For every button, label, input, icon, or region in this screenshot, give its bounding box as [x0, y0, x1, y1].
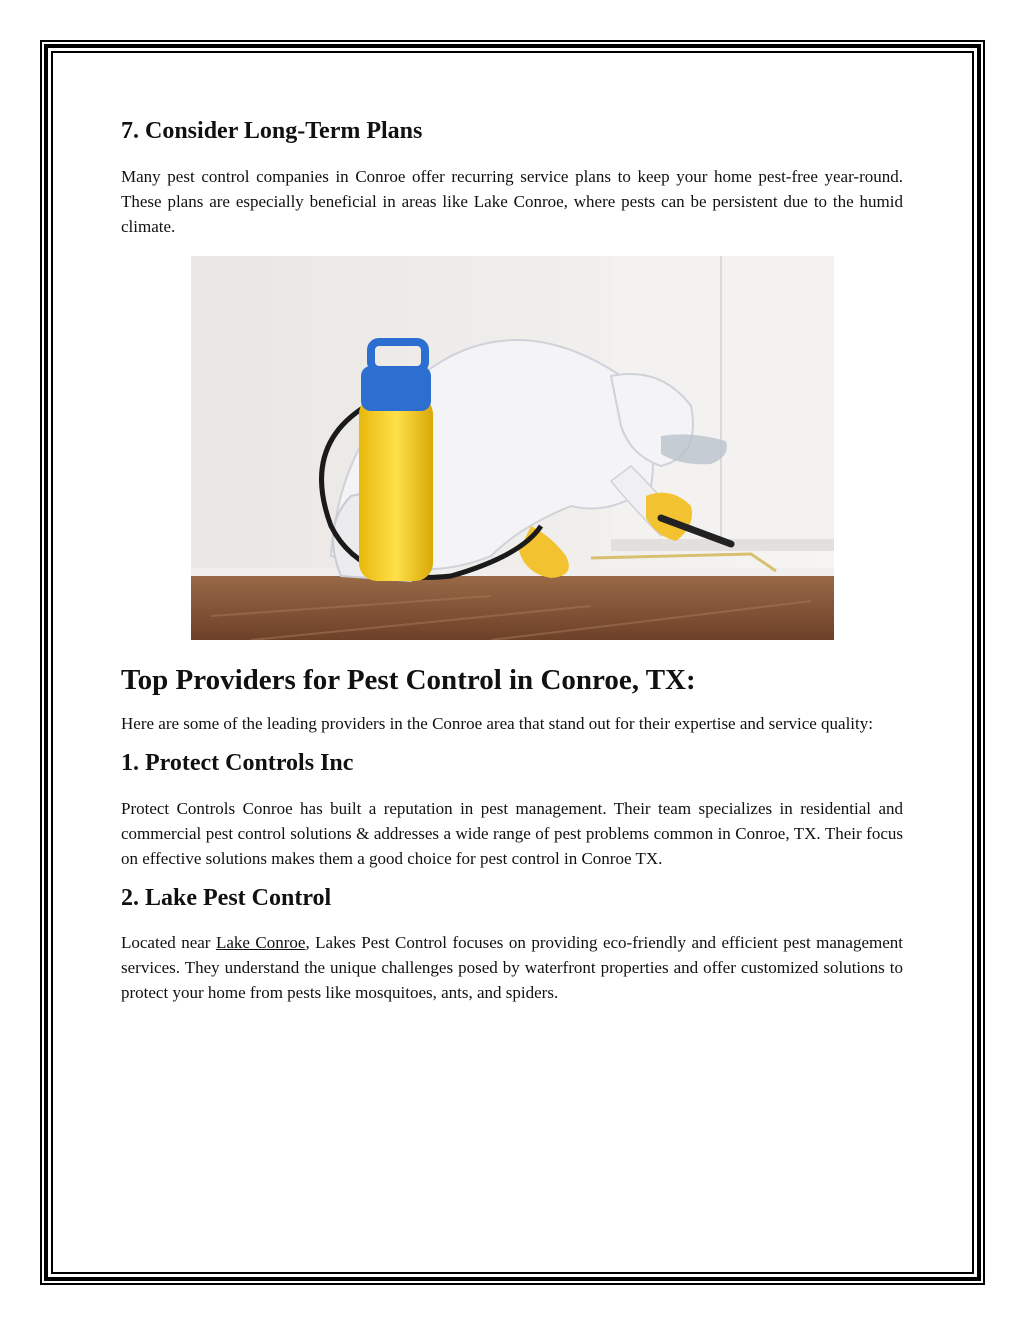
- provider-2-heading: 2. Lake Pest Control: [121, 884, 332, 911]
- wooden-floor: [191, 574, 834, 640]
- provider-2-text-suffix: , Lakes Pest Control focuses on providing eco-friendly and efficient pest management services. They understand the unique challenges posed by waterfront properties and offer customized solutions to protect your home from pests like mosquitoes, ants, and spiders.: [121, 933, 903, 1003]
- top-providers-intro: Here are some of the leading providers in the Conroe area that stand out for their expertise and service quality:: [121, 713, 873, 733]
- provider-1-paragraph: Protect Controls Conroe has built a reputation in pest management. Their team specializes in residential and commercial pest control solutions & addresses a wide range of pest problems common in Conroe, TX. Their focus on effective solutions makes them a good choice for pest control in Conroe TX.: [121, 798, 903, 868]
- baseboard: [191, 568, 834, 576]
- pest-control-photo: [191, 256, 834, 640]
- provider-2-paragraph: [121, 930, 903, 1005]
- section-7-paragraph: Many pest control companies in Conroe offer recurring service plans to keep your home pest-free year-round. These plans are especially beneficial in areas like Lake Conroe, where pests can be persistent due to the humid climate.: [121, 166, 903, 236]
- provider-2-text-prefix: Located near: [121, 933, 216, 953]
- section-7-heading: 7. Consider Long-Term Plans: [121, 118, 423, 144]
- lake-conroe-link[interactable]: Lake Conroe: [215, 933, 306, 953]
- exterminator-illustration: [191, 256, 834, 640]
- top-providers-heading: Top Providers for Pest Control in Conroe, TX:: [121, 663, 696, 696]
- provider-1-heading: 1. Protect Controls Inc: [121, 749, 354, 776]
- sprayer-tank: [359, 396, 433, 581]
